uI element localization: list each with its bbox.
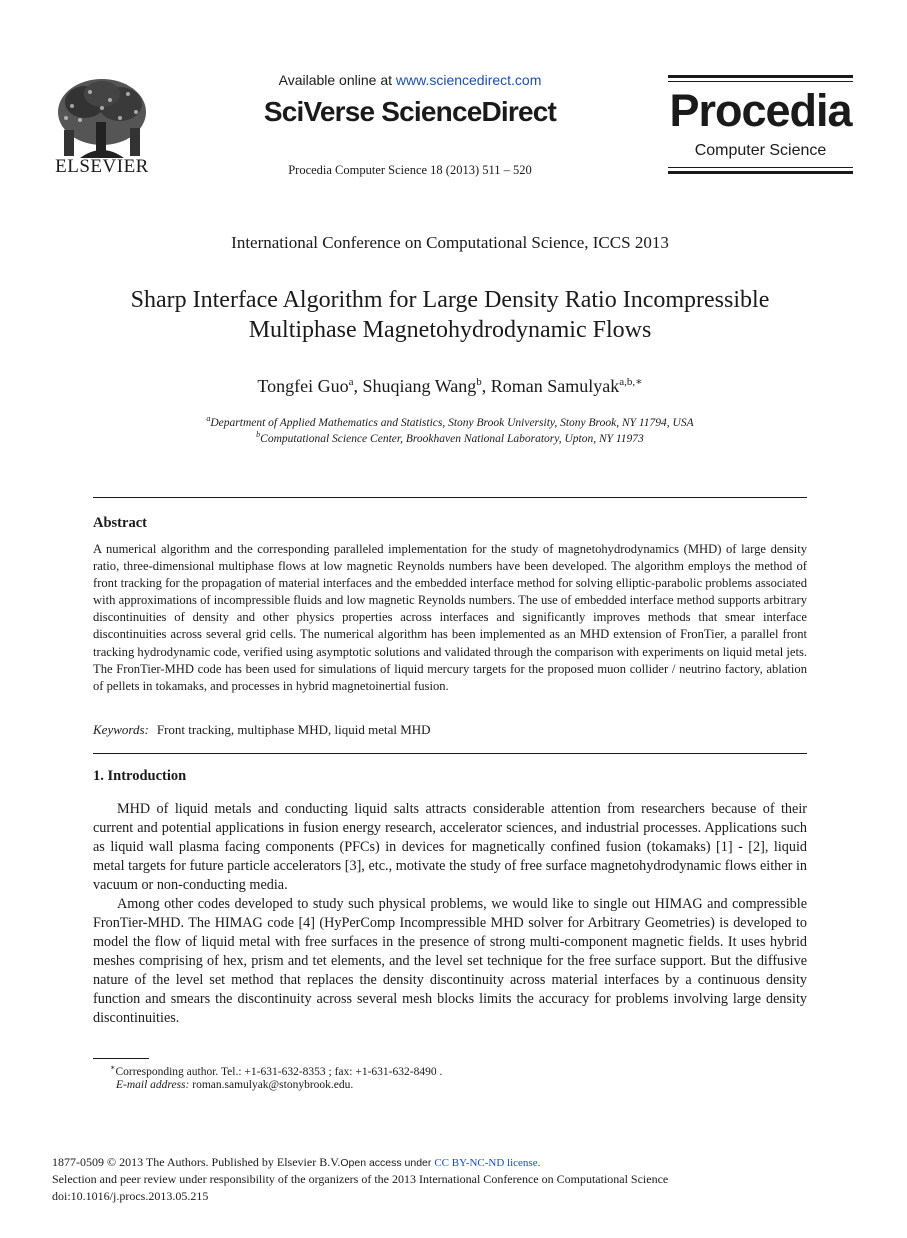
body-paragraph: MHD of liquid metals and conducting liquid salts attracts considerable attention from researchers because of their current and potential applications in fusion energy research, accelerator sciences, and industrial processes. Applications such as liquid wall plasma facing components (PFCs) in devices for magnetically confined fusion (tokamaks) [1] - [2], liquid metal targets for future particle accelerators [3], etc., motivate the study of free surface magnetohydrodynamic flows either in vacuum or non-conducting media. (93, 801, 807, 893)
abstract-text: A numerical algorithm and the corresponding paralleled implementation for the study of magnetohydrodynamics (MHD) of large density ratio, three-dimensional multiphase flows at low magnetic Reynolds numbers have been developed. The algorithm employs the method of front tracking for the propagation of material interfaces and the embedded interface method for solving elliptic-parabolic problems associated with approximations of incompressible fluids and low magnetic Reynolds numbers. The use of embedded interface method supports arbitrary discontinuities of density and other physics properties across interfaces and significantly improves methods that smear interface discontinuities across several grid cells. The numerical algorithm has been implemented as an MHD extension of FronTier, a parallel front tracking hydrodynamic code, verified using asymptotic solutions and validated through the comparison with experiments on liquid metal jets. The FronTier-MHD code has been used for simulations of liquid mercury targets for the proposed muon collider / neutrino factory, ablation of pellets in tokamaks, and processes in hybrid magnetoinertial fusion. (93, 542, 807, 693)
abstract-heading: Abstract (93, 515, 147, 531)
divider (93, 753, 807, 754)
keywords-text: Front tracking, multiphase MHD, liquid metal MHD (156, 722, 431, 737)
author-separator: , (481, 376, 491, 396)
affiliation-text: Department of Applied Mathematics and Statistics, Stony Brook University, Stony Brook, NY 11794, USA (210, 416, 694, 429)
affiliation-mark: b (256, 430, 261, 439)
body-paragraph: Among other codes developed to study such physical problems, we would like to single out HIMAG and compressible FronTier-MHD. The HIMAG code [4] (HyPerComp Incompressible MHD solver for Arbitrary Geometries) is developed to model the flow of liquid metal with free surfaces in the presence of strong multi-component magnetic fields. It uses hybrid meshes comprising of hex, prism and tet elements, and the level set technique for the free surface support. But the diffusive nature of the level set method that replaces the density discontinuity across material interfaces by a continuous density function and smears the discontinuity across several mesh blocks limits the accuracy for problems involving large density discontinuities. (93, 896, 807, 1026)
affiliation (93, 414, 807, 429)
email-address: roman.samulyak@stonybrook.edu. (192, 1079, 354, 1091)
keywords-label: Keywords: (93, 722, 149, 737)
divider (93, 497, 807, 498)
publisher-name: ELSEVIER (55, 156, 149, 177)
journal-brand-box (668, 75, 853, 175)
author-affiliation-mark: b (476, 376, 482, 388)
email-footnote (116, 1079, 353, 1091)
paper-title (93, 285, 807, 345)
peer-review-line: Selection and peer review under responsibility of the organizers of the 2013 International Conference on Computational Science (52, 1172, 669, 1186)
journal-reference: Procedia Computer Science 18 (2013) 511 – 520 (288, 163, 532, 177)
footnote-mark: ∗ (110, 1063, 116, 1072)
author-name: Shuqiang Wang (362, 376, 477, 396)
journal-brand-sub: Computer Science (694, 142, 827, 159)
footnote-rule (93, 1058, 149, 1059)
available-online-prefix: Available online at (278, 72, 396, 88)
author-name: Roman Samulyak (490, 376, 620, 396)
platform-name: SciVerse ScienceDirect (263, 96, 557, 127)
affiliation-text: Computational Science Center, Brookhaven National Laboratory, Upton, NY 11973 (260, 432, 644, 445)
copyright-line (52, 1155, 540, 1170)
affiliation (93, 430, 807, 445)
corresponding-author-footnote (110, 1063, 442, 1078)
author-separator: , (353, 376, 363, 396)
section-heading: 1. Introduction (93, 768, 187, 784)
license-link[interactable]: CC BY-NC-ND license. (434, 1157, 541, 1169)
brand-rule-top-thin (668, 81, 853, 82)
doi-line: doi:10.1016/j.procs.2013.05.215 (52, 1189, 209, 1203)
journal-brand: Procedia (669, 85, 852, 136)
sciencedirect-link[interactable]: www.sciencedirect.com (395, 72, 542, 88)
author-name: Tongfei Guo (257, 376, 349, 396)
affiliation-mark: a (206, 414, 211, 423)
brand-rule-top (668, 75, 853, 78)
copyright-text: 1877-0509 © 2013 The Authors. Published by Elsevier B.V. (52, 1155, 341, 1169)
brand-rule-bottom (668, 171, 853, 174)
title-line-2: Multiphase Magnetohydrodynamic Flows (248, 317, 652, 343)
author-list (93, 375, 807, 397)
footnote-text: Corresponding author. Tel.: +1-631-632-8353 ; fax: +1-631-632-8490 . (115, 1065, 443, 1078)
brand-rule-bottom-thin (668, 167, 853, 168)
email-label: E-mail address: (116, 1079, 190, 1091)
author-affiliation-mark: a,b,∗ (619, 376, 643, 388)
conference-name: International Conference on Computational Science, ICCS 2013 (231, 233, 669, 252)
keywords (93, 722, 807, 738)
title-line-1: Sharp Interface Algorithm for Large Density Ratio Incompressible (130, 287, 770, 313)
open-access-text: Open access under (340, 1157, 435, 1169)
author-affiliation-mark: a (348, 376, 354, 388)
available-online (240, 72, 580, 88)
